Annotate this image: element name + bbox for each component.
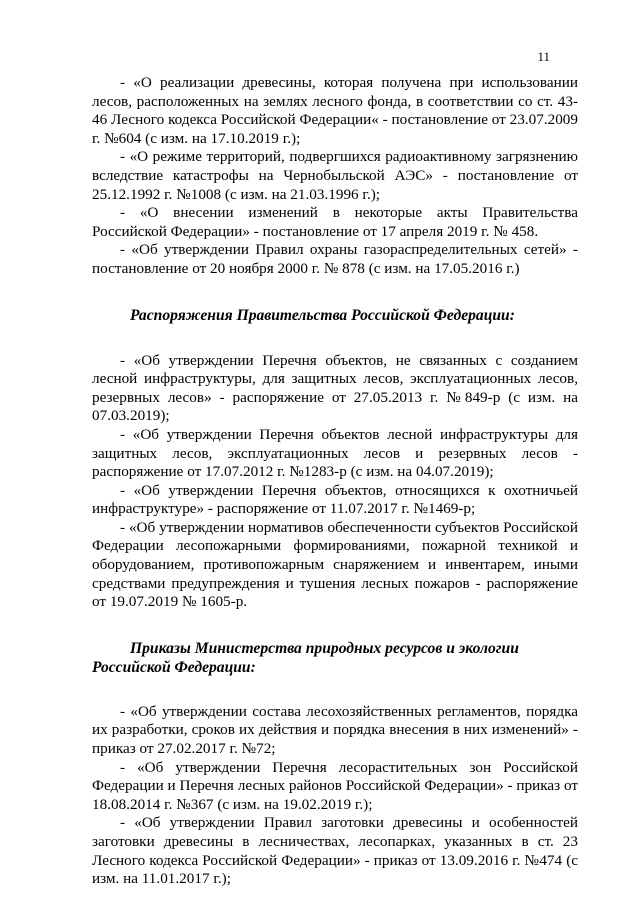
ministry-orders-list (92, 703, 578, 889)
list-item: - «Об утверждении Перечня лесорастительных зон Российской Федерации и Перечня лесных районов Российской Федерации» - приказ от 18.08.2014 г. №367 (с изм. на 19.02.2019 г.); (92, 758, 578, 813)
government-orders-list (92, 352, 578, 612)
list-item: - «О реализации древесины, которая получена при использовании лесов, расположенных на землях лесного фонда, в соответствии со ст. 43-46 Лесного кодекса Российской Федерации« - постановление от 23.07.2009 г. №604 (с изм. на 17.10.2019 г.); (92, 74, 578, 147)
list-item: - «Об утверждении Правил охраны газораспределительных сетей» - постановление от 20 ноября 2000 г. № 878 (с изм. на 17.05.2016 г.) (92, 241, 578, 277)
list-item: - «Об утверждении Перечня объектов, относящихся к охотничьей инфраструктуре» - распоряжение от 11.07.2017 г. №1469-р; (92, 481, 578, 518)
list-item: - «Об утверждении нормативов обеспеченности субъектов Российской Федерации лесопожарными формированиями, пожарной техникой и оборудованием, противопожарным снаряжением и инвентарем, иными средствами предупреждения и тушения лесных пожаров - распоряжение от 19.07.2019 № 1605-р. (92, 518, 578, 611)
list-item: - «О внесении изменений в некоторые акты Правительства Российской Федерации» - постановление от 17 апреля 2019 г. № 458. (92, 204, 578, 240)
list-item: - «Об утверждении состава лесохозяйственных регламентов, порядка их разработки, сроков их действия и порядка внесения в них изменений» - приказ от 27.02.2017 г. №72; (92, 702, 578, 758)
page-number: 11 (537, 49, 550, 64)
section-heading-government-orders: Распоряжения Правительства Российской Федерации: (130, 306, 515, 324)
list-item: - «Об утверждении Перечня объектов, не связанных с созданием лесной инфраструктуры, для защитных лесов, эксплуатационных лесов, резервных лесов» - распоряжение от 27.05.2013 г. №849-р (с изм. на 07.03.2019); (92, 351, 578, 425)
document-body (92, 74, 578, 889)
list-item: - «Об утверждении Перечня объектов лесной инфраструктуры для защитных лесов, эксплуатационных лесов и резервных лесов - распоряжение от 17.07.2012 г. №1283-р (с изм. на 04.07.2019); (92, 425, 578, 481)
section-heading-ministry-orders: Приказы Министерства природных ресурсов и экологии Российской Федерации: (92, 639, 519, 676)
list-item: - «Об утверждении Правил заготовки древесины и особенностей заготовки древесины в лесничествах, лесопарках, указанных в ст. 23 Лесного кодекса Российской Федерации» - приказ от 13.09.2016 г. №474 (с изм. на 11.01.2017 г.); (92, 814, 578, 888)
decrees-list (92, 74, 578, 279)
list-item: - «О режиме территорий, подвергшихся радиоактивному загрязнению вследствие катастрофы на Чернобыльской АЭС» - постановление от 25.12.1992 г. №1008 (с изм. на 21.03.1996 г.); (92, 148, 578, 203)
